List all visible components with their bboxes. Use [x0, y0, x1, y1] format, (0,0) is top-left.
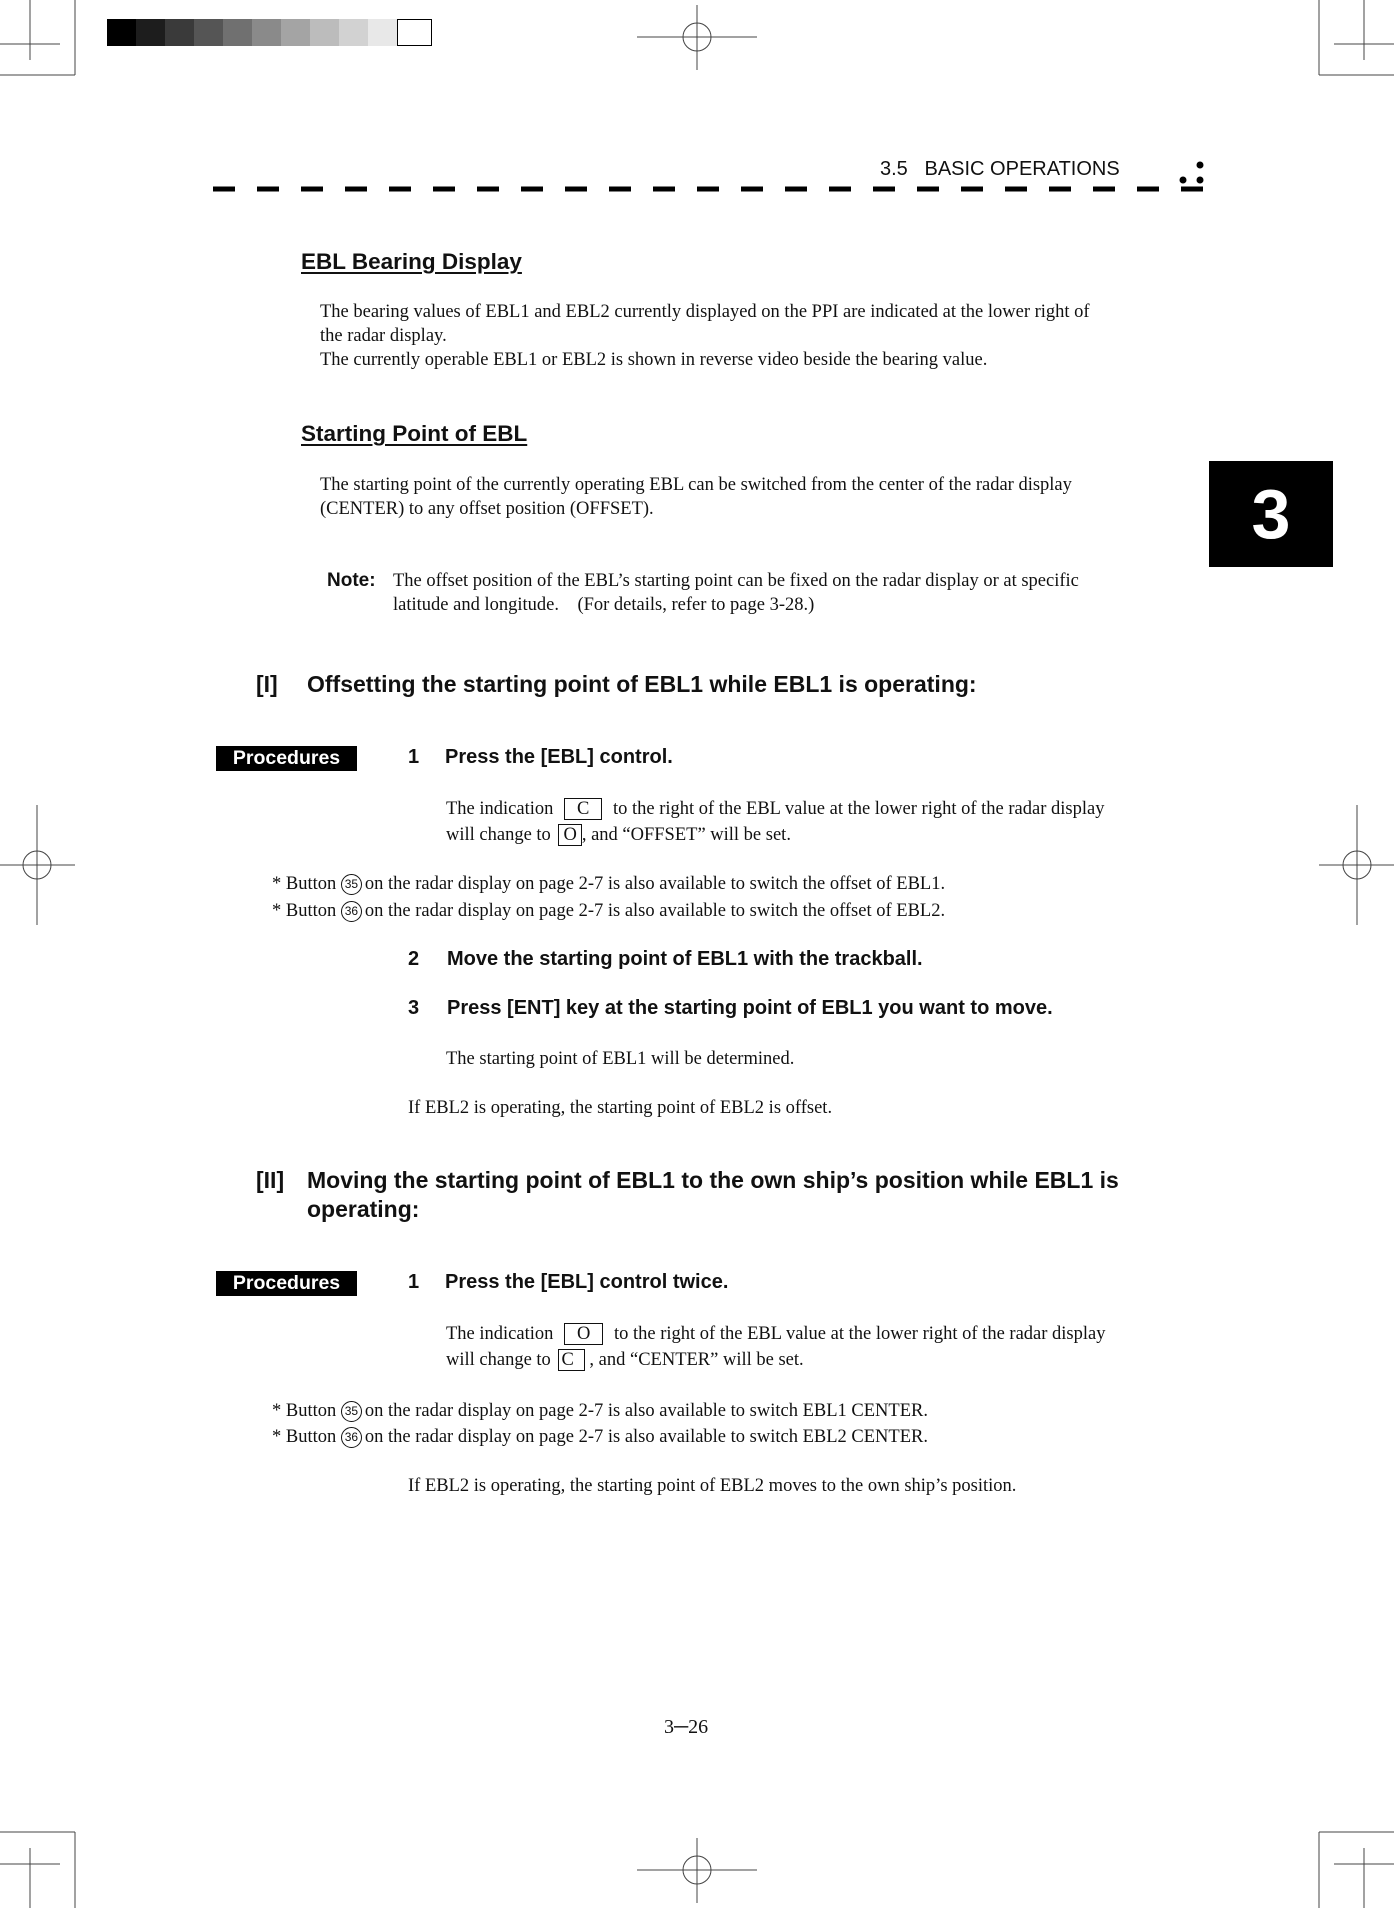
- circled-number-icon: 36: [341, 901, 362, 922]
- section2-title-1: Moving the starting point of EBL1 to the own ship’s position while EBL1 is: [307, 1167, 1119, 1193]
- gray-swatch: [339, 19, 368, 46]
- section1-title: Offsetting the starting point of EBL1 while EBL1 is operating:: [307, 671, 977, 697]
- circled-number-icon: 35: [341, 874, 362, 895]
- step-result: The starting point of EBL1 will be determined.: [446, 1049, 795, 1069]
- ebl2-note: If EBL2 is operating, the starting point of EBL2 is offset.: [408, 1098, 833, 1118]
- ebl-bearing-text-2: the radar display.: [320, 326, 447, 346]
- indication-pre: The indication: [446, 1324, 554, 1344]
- indication-pre: The indication: [446, 799, 554, 819]
- starting-point-text-1: The starting point of the currently operating EBL can be switched from the center of the radar display: [320, 475, 1072, 495]
- section-header: 3.5 BASIC OPERATIONS: [880, 158, 1120, 180]
- step-number: 2: [408, 948, 420, 970]
- section2-label: [II]: [256, 1167, 285, 1193]
- step-text: Press the [EBL] control twice.: [445, 1271, 729, 1293]
- ebl2-note: If EBL2 is operating, the starting point of EBL2 moves to the own ship’s position.: [408, 1476, 1017, 1496]
- circled-number-icon: 35: [341, 1401, 362, 1422]
- gray-swatch: [368, 19, 397, 46]
- indication-line-1: [446, 797, 1104, 821]
- indication-line-2: [446, 1348, 804, 1372]
- gray-swatch: [165, 19, 194, 46]
- indication-line-2: [446, 823, 791, 847]
- step-number: 1: [408, 1271, 420, 1293]
- indication-box: C: [558, 1349, 584, 1371]
- button-note-post: on the radar display on page 2-7 is also available to switch EBL2 CENTER.: [364, 1427, 928, 1447]
- indication-line-1: [446, 1322, 1105, 1346]
- button-note-pre: * Button: [272, 1427, 337, 1447]
- ebl-bearing-text-1: The bearing values of EBL1 and EBL2 currently displayed on the PPI are indicated at the lower right of: [320, 302, 1090, 322]
- button-note-pre: * Button: [272, 901, 337, 921]
- step-text: Press [ENT] key at the starting point of EBL1 you want to move.: [447, 997, 1053, 1019]
- note-label: Note:: [327, 570, 376, 591]
- button-note-post: on the radar display on page 2-7 is also available to switch EBL1 CENTER.: [364, 1401, 928, 1421]
- step-text: Move the starting point of EBL1 with the trackball.: [447, 948, 923, 970]
- indication-pre: will change to: [446, 825, 551, 845]
- button-note-post: on the radar display on page 2-7 is also available to switch the offset of EBL2.: [364, 901, 946, 921]
- note-text-2: latitude and longitude. (For details, refer to page 3-28.): [393, 595, 815, 615]
- gray-swatch: [281, 19, 310, 46]
- procedures-badge: Procedures: [216, 1271, 357, 1296]
- header-dots-icon: [1175, 158, 1205, 186]
- gray-swatch: [310, 19, 339, 46]
- note-text-1: The offset position of the EBL’s starting point can be fixed on the radar display or at specific: [393, 571, 1079, 591]
- ebl-bearing-heading: EBL Bearing Display: [301, 249, 522, 274]
- button-note-1: [272, 1399, 928, 1423]
- indication-post: , and “CENTER” will be set.: [589, 1350, 804, 1370]
- button-note-2: [272, 1425, 928, 1449]
- indication-post: to the right of the EBL value at the lower right of the radar display: [614, 1324, 1106, 1344]
- button-note-pre: * Button: [272, 874, 337, 894]
- step-text: Press the [EBL] control.: [445, 746, 673, 768]
- starting-point-heading: Starting Point of EBL: [301, 421, 528, 446]
- button-note-1: [272, 872, 945, 896]
- gray-swatch: [223, 19, 252, 46]
- indication-pre: will change to: [446, 1350, 551, 1370]
- section1-label: [I]: [256, 671, 278, 697]
- button-note-2: [272, 899, 945, 923]
- page-number: 3─26: [664, 1716, 709, 1738]
- indication-post: , and “OFFSET” will be set.: [581, 825, 791, 845]
- step-number: 3: [408, 997, 420, 1019]
- gray-swatch: [397, 19, 432, 46]
- indication-box: O: [564, 1323, 603, 1345]
- gray-swatch: [107, 19, 136, 46]
- button-note-post: on the radar display on page 2-7 is also available to switch the offset of EBL1.: [364, 874, 946, 894]
- button-note-pre: * Button: [272, 1401, 337, 1421]
- indication-box: C: [564, 798, 602, 820]
- step-number: 1: [408, 746, 420, 768]
- ebl-bearing-text-3: The currently operable EBL1 or EBL2 is shown in reverse video beside the bearing value.: [320, 350, 988, 370]
- procedures-badge: Procedures: [216, 746, 357, 771]
- gray-swatch: [252, 19, 281, 46]
- indication-post: to the right of the EBL value at the lower right of the radar display: [612, 799, 1105, 819]
- starting-point-text-2: (CENTER) to any offset position (OFFSET).: [320, 499, 654, 519]
- circled-number-icon: 36: [341, 1427, 362, 1448]
- gray-swatch: [136, 19, 165, 46]
- header-dashed-rule: [210, 185, 1205, 193]
- section2-title-2: operating:: [307, 1196, 420, 1222]
- gray-swatch: [194, 19, 223, 46]
- indication-box: O: [558, 824, 581, 846]
- chapter-tab: 3: [1209, 461, 1333, 567]
